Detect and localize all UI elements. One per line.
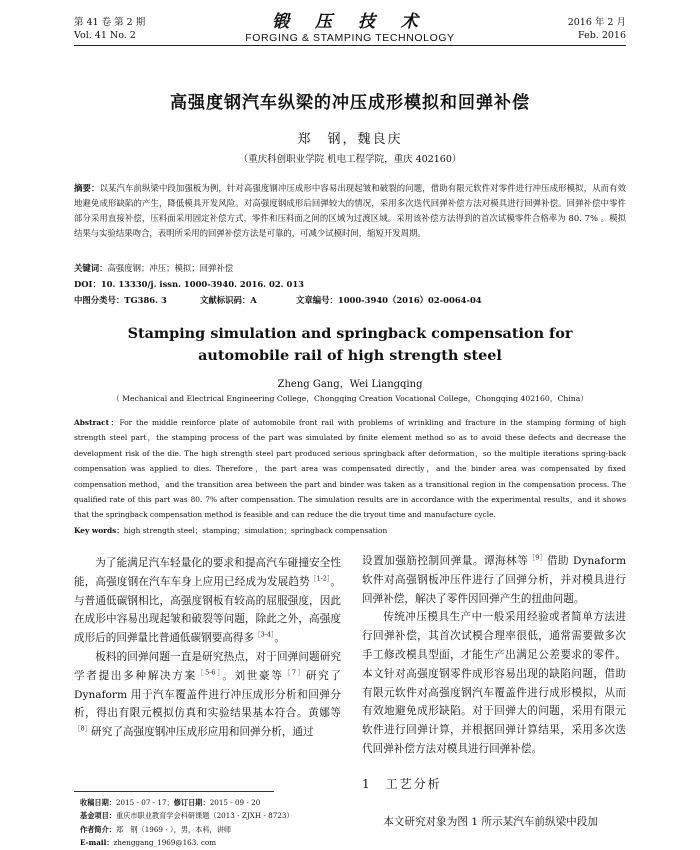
body-text: 。 <box>274 632 285 645</box>
keywords-cn-text: 高强度钢；冲压；模拟；回弹补偿 <box>107 263 234 273</box>
document-code <box>200 293 296 307</box>
email-label: E-mail： <box>80 838 114 848</box>
body-text: 研究了高强度钢冲压成形应用和回弹分析，通过 <box>91 726 314 739</box>
authors-en: Zheng Gang，Wei Liangqing <box>277 379 423 390</box>
footnote-fund <box>80 809 342 822</box>
citation: ［5-6］ <box>196 668 223 677</box>
email-text: zhenggang_1969@163. com <box>113 838 217 848</box>
abstract-cn-label: 摘要： <box>74 183 100 193</box>
keywords-en-label: Key words： <box>74 525 124 535</box>
citation: ［7］ <box>283 668 306 677</box>
body-text: 设置加强筋控制回弹量。谭海林等 <box>362 555 529 567</box>
journal-name-cn: 锻 压 技 术 <box>272 12 428 32</box>
received-date: 2015 - 07 - 17； <box>115 798 174 807</box>
body-paragraph <box>74 554 341 648</box>
section-number: 1 <box>362 777 372 791</box>
citation: ［8］ <box>74 724 92 733</box>
revised-label: 修订日期： <box>173 798 210 807</box>
article-label: 文章编号： <box>296 295 338 305</box>
footnote-email <box>80 836 342 849</box>
doc-value: A <box>250 295 257 305</box>
section-title: 工艺分析 <box>385 777 442 791</box>
body-text: 板料的回弹问题一直是研究热点，对于回弹问题研究学者提出多种解决方案 <box>74 650 341 682</box>
body-text: 。与普通低碳钢相比，高强度钢板有较高的屈服强度，因此在成形中容易出现起皱和破裂等问题，除此之外，高强度成形后的回弹量比普通低碳钢要高得多 <box>74 575 341 645</box>
section-heading <box>362 775 442 792</box>
article-number <box>296 293 482 307</box>
header-divider <box>74 45 626 46</box>
date-cn: 2016 年 2 月 <box>567 17 626 28</box>
body-paragraph <box>74 648 341 742</box>
authors-cn: 郑 钢，魏良庆 <box>297 132 403 147</box>
fund-label: 基金项目： <box>80 811 116 821</box>
journal-name-en: FORGING & STAMPING TECHNOLOGY <box>245 32 455 44</box>
body-text: 。刘世豪等 <box>222 669 284 682</box>
footnote-dates <box>80 796 342 809</box>
doc-label: 文献标识码： <box>200 295 251 305</box>
author-label: 作者简介： <box>80 824 116 834</box>
affiliation-en: （ Mechanical and Electrical Engineering College，Chongqing Creation Vocational College，Chongqing 402160，China） <box>112 394 588 403</box>
keywords-cn-label: 关键词： <box>74 263 108 273</box>
section-first-line: 本文研究对象为图 1 所示某汽车前纵梁中段加 <box>383 816 598 828</box>
citation: ［1-2］ <box>309 574 331 583</box>
keywords-en-text: high strength steel；stamping；simulation；springback compensation <box>123 525 388 535</box>
article-value: 1000-3940（2016）02-0064-04 <box>337 295 482 305</box>
revised-date: 2015 - 09 - 20 <box>209 798 261 807</box>
clc-code <box>74 293 200 307</box>
abstract-en-label: Abstract： <box>74 418 120 427</box>
doi-line <box>74 277 626 291</box>
volume-en: Vol. 41 No. 2 <box>74 30 136 41</box>
clc-value: TG386. 3 <box>124 295 167 305</box>
paper-title-en: Stamping simulation and springback compensation for automobile rail of high strength steel <box>127 325 573 364</box>
abstract-cn <box>74 181 626 241</box>
author-text: 郑 钢（1969 - ），男，本科，讲师 <box>115 824 232 834</box>
issue-date <box>568 16 626 42</box>
body-text: 为了能满足汽车轻量化的要求和提高汽车碰撞安全性能，高强度钢在汽车车身上应用已经成为发展趋势 <box>74 557 341 588</box>
footnote-divider <box>74 791 274 792</box>
citation: ［9］ <box>528 553 547 562</box>
volume-cn: 第 41 卷 第 2 期 <box>74 17 146 28</box>
body-text: 借助 Dynaform 软件对高强钢板冲压件进行了回弹分析，并对模具进行回弹补偿，解决了零件因回弹产生的扭曲问题。 <box>362 555 626 605</box>
abstract-cn-text: 以某汽车前纵梁中段加强板为例，针对高强度钢冲压成形中容易出现起皱和破裂的问题，借助有限元软件对零件进行冲压成形模拟，从而有效地避免成形缺陷的产生，降低模具开发风险。对高强度钢成形后回弹较大的情况，采用多次迭代回弹补偿方法对模具进行回弹补偿。回弹补偿中零件部分采用直接补偿，压料面采用固定补偿方式，零件和压料面之间的区域为过渡区域。采用该补偿方法得到的首次试模零件合格率为 80. 7% 。模拟结果与实验结果吻合，表明所采用的回弹补偿方法是可靠的，可减少试模时间，缩短开发周期。 <box>74 183 626 238</box>
body-paragraph: 传统冲压模具生产中一般采用经验或者简单方法进行回弹补偿，其首次试模合理率很低，通常需要做多次手工修改模具型面，才能生产出满足公差要求的零件。本文针对高强度钢零件成形容易出现的缺陷问题，借助有限元软件对高强度钢汽车覆盖件进行成形模拟，从而有效地避免成形缺陷。对于回弹大的问题，采用有限元软件进行回弹计算，并根据回弹计算结果，采用多次迭代回弹补偿方法对模具进行回弹补偿。 <box>362 611 626 755</box>
date-en: Feb. 2016 <box>578 30 626 41</box>
footnotes <box>80 796 342 850</box>
body-column-left <box>74 554 341 742</box>
keywords-cn <box>74 261 626 275</box>
clc-label: 中图分类号： <box>74 295 125 305</box>
classification-line <box>74 293 626 307</box>
footnote-author <box>80 823 342 836</box>
doi-value: 10. 13330/j. issn. 1000-3940. 2016. 02. 013 <box>100 279 304 289</box>
doi-label: DOI： <box>74 279 101 289</box>
fund-text: 重庆市职业教育学会科研课题（2013 - ZJXH - 8723） <box>115 811 294 821</box>
paper-title-cn: 高强度钢汽车纵梁的冲压成形模拟和回弹补偿 <box>170 93 530 113</box>
body-column-right <box>362 552 626 759</box>
body-paragraph <box>362 552 626 608</box>
citation: ［3-4］ <box>254 630 275 639</box>
body-text: 研究了 Dynaform 用于汽车覆盖件进行冲压成形分析和回弹分析，得出有限元模拟仿真和实验结果基本符合。黄娜等 <box>74 669 342 720</box>
affiliation-cn: （重庆科创职业学院 机电工程学院，重庆 402160） <box>238 154 462 165</box>
abstract-en <box>74 415 626 538</box>
received-label: 收稿日期： <box>80 798 116 807</box>
abstract-en-text: For the middle reinforce plate of automobile front rail with problems of wrinkling and fracture in the stamping forming of high strength steel part，the stamping process of the part was simulated by finite element method so as to avoid these defects and decrease the development risk of the die. The high strength steel part produced serious springback after deformation，so the multiple iterations spring-back compensation was applied to dies. Therefore，the part area was compensated directly，and the binder area was compensated by fixed compensation method，and the transition area between the part and binder was taken as a transitional region in the compensation process. The qualified rate of this part was 80. 7% after compensation. The simulation results are in accordance with the experimental results，and it shows that the springback compensation method is feasible and can reduce the die tryout time and manufacture cycle. <box>74 418 626 520</box>
